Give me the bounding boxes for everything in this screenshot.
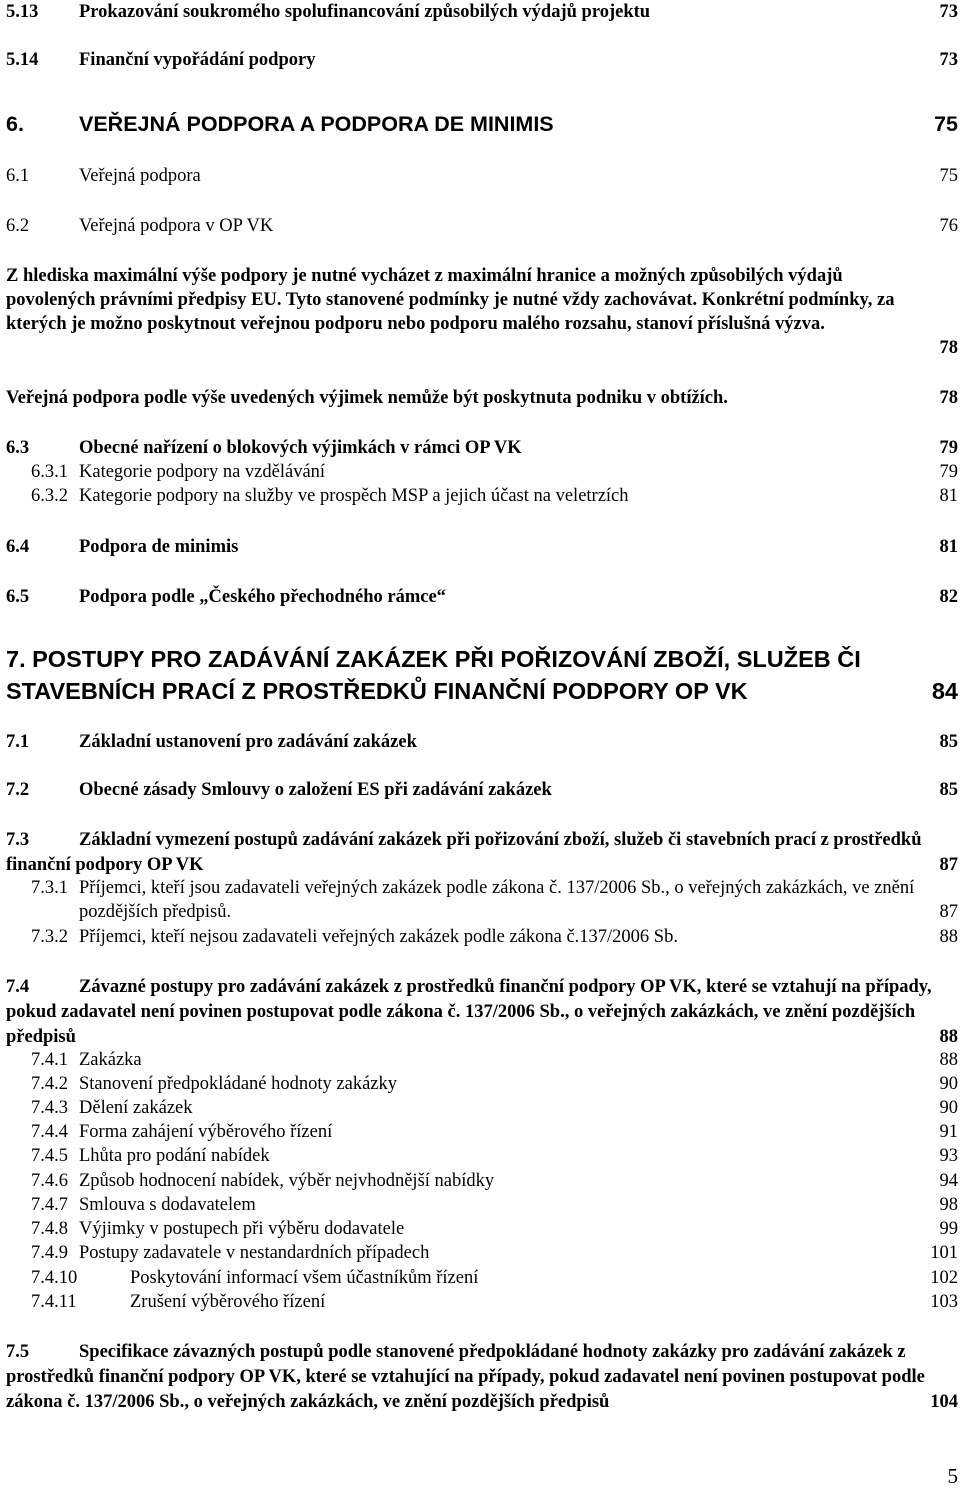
toc-entry-title: VEŘEJNÁ PODPORA A PODPORA DE MINIMIS: [79, 112, 554, 136]
toc-entry-6-4[interactable]: [0, 535, 960, 559]
toc-entry-7-4-7[interactable]: [0, 1193, 960, 1217]
toc-entry-7-3[interactable]: [0, 828, 960, 878]
toc-entry-page: 99: [939, 1219, 958, 1239]
toc-entry-7-4-10[interactable]: [0, 1266, 960, 1290]
toc-entry-title: Podpora de minimis: [79, 537, 239, 557]
toc-entry-6-2[interactable]: [0, 214, 960, 238]
toc-entry-number: 6.1: [6, 166, 30, 186]
toc-entry-title: Specifikace závazných postupů podle stanovené předpokládané hodnoty zakázky pro zadávání zakázek z prostředků finanční podpory OP VK, které se vztahující na případy, pokud zadavatel není povinen postupovat podle zákona č. 137/2006 Sb., o veřejných zakázkách, ve znění pozdějších předpisů: [6, 1342, 925, 1412]
toc-entry-number: 7.4.9: [31, 1243, 68, 1263]
toc-entry-page: 75: [934, 112, 958, 136]
toc-entry-page: 103: [930, 1292, 958, 1312]
toc-entry-number: 7.4.10: [31, 1268, 78, 1288]
toc-entry-number: 7.3.1: [31, 878, 68, 898]
toc-entry-number: 7.3: [6, 830, 30, 850]
toc-entry-number: 7.4.5: [31, 1146, 68, 1166]
toc-entry-number: 7.3.2: [31, 927, 68, 947]
toc-entry-number: 7.4.2: [31, 1074, 68, 1094]
toc-entry-title: Smlouva s dodavatelem: [79, 1195, 256, 1215]
toc-entry-title: Forma zahájení výběrového řízení: [79, 1122, 333, 1142]
toc-entry-page: 98: [939, 1195, 958, 1215]
toc-entry-page: 75: [939, 166, 958, 186]
toc-entry-7-3-2[interactable]: [0, 925, 960, 949]
toc-entry-title: Obecné nařízení o blokových výjimkách v rámci OP VK: [79, 438, 522, 458]
toc-entry-7-4-2[interactable]: [0, 1072, 960, 1096]
toc-entry-page: 84: [931, 678, 958, 704]
toc-entry-number: 7.2: [6, 780, 30, 800]
toc-entry-page: 81: [939, 537, 958, 557]
toc-entry-title: Výjimky v postupech při výběru dodavatele: [79, 1219, 405, 1239]
toc-entry-title: Způsob hodnocení nabídek, výběr nejvhodnější nabídky: [79, 1171, 495, 1191]
toc-entry-title: Podpora podle „Českého přechodného rámce“: [79, 587, 446, 607]
toc-entry-title: Příjemci, kteří nejsou zadavateli veřejných zakázek podle zákona č.137/2006 Sb.: [79, 927, 678, 947]
toc-entry-page: 101: [930, 1243, 958, 1263]
toc-entry-number: 6.3.1: [31, 462, 68, 482]
toc-entry-5-13[interactable]: [0, 0, 960, 24]
toc-entry-7-4-4[interactable]: [0, 1120, 960, 1144]
toc-entry-page: 88: [939, 927, 958, 947]
toc-entry-6[interactable]: [0, 109, 960, 139]
toc-entry-7-4[interactable]: [0, 975, 960, 1050]
toc-entry-7-4-5[interactable]: [0, 1144, 960, 1168]
toc-entry-page: 88: [939, 1027, 958, 1047]
toc-entry-number: 6.4: [6, 537, 30, 557]
toc-entry-page: 104: [930, 1392, 958, 1412]
toc-entry-title: Kategorie podpory na služby ve prospěch MSP a jejich účast na veletrzích: [79, 486, 629, 506]
toc-entry-title: Zakázka: [79, 1050, 142, 1070]
toc-entry-page: 87: [939, 855, 958, 875]
toc-entry-7-4-9[interactable]: [0, 1241, 960, 1265]
toc-entry-number: 7.4.1: [31, 1050, 68, 1070]
toc-entry-title: Základní ustanovení pro zadávání zakázek: [79, 732, 417, 752]
toc-entry-6-3-2[interactable]: [0, 484, 960, 508]
toc-entry-7-4-3[interactable]: [0, 1096, 960, 1120]
toc-entry-title: Zrušení výběrového řízení: [130, 1292, 326, 1312]
toc-entry-title: Veřejná podpora: [79, 166, 201, 186]
toc-entry-7-1[interactable]: [0, 730, 960, 754]
toc-entry-page: 102: [930, 1268, 958, 1288]
toc-entry-6-3[interactable]: [0, 436, 960, 460]
toc-entry-7-3-1[interactable]: [0, 876, 960, 924]
toc-entry-page: 90: [939, 1074, 958, 1094]
toc-entry-page: 79: [939, 462, 958, 482]
toc-entry-6-1[interactable]: [0, 164, 960, 188]
toc-entry-title: Závazné postupy pro zadávání zakázek z prostředků finanční podpory OP VK, které se vztahují na případy, pokud zadavatel není povinen postupovat podle zákona č. 137/2006 Sb., o veřejných zakázkách, ve znění pozdějších předpisů: [6, 977, 932, 1047]
toc-entry-title: Základní vymezení postupů zadávání zakázek při pořizování zboží, služeb či stavebních prací z prostředků finanční podpory OP VK: [6, 830, 922, 875]
toc-entry-7-4-8[interactable]: [0, 1217, 960, 1241]
toc-entry-number: 7.4.7: [31, 1195, 68, 1215]
toc-entry-number: 7.5: [6, 1342, 30, 1362]
toc-entry-title: Postupy zadavatele v nestandardních případech: [79, 1243, 430, 1263]
toc-entry-title: Kategorie podpory na vzdělávání: [79, 462, 326, 482]
toc-entry-number: 5.14: [6, 50, 39, 70]
toc-entry-page: 85: [939, 732, 958, 752]
toc-entry-page: 78: [939, 388, 958, 408]
toc-entry-title: Stanovení předpokládané hodnoty zakázky: [79, 1074, 397, 1094]
toc-entry-number: 7.4.11: [31, 1292, 77, 1312]
toc-entry-page: 81: [939, 486, 958, 506]
toc-entry-number: 6.3.2: [31, 486, 68, 506]
toc-entry-number: 7.4: [6, 977, 30, 997]
toc-entry-number: 7.4.6: [31, 1171, 68, 1191]
toc-entry-7-4-1[interactable]: [0, 1048, 960, 1072]
toc-entry-5-14[interactable]: [0, 48, 960, 72]
toc-entry-7-4-6[interactable]: [0, 1169, 960, 1193]
toc-entry-number: 6.3: [6, 438, 30, 458]
toc-entry-page: 73: [939, 2, 958, 22]
toc-entry-paragraph-1[interactable]: [0, 264, 960, 360]
toc-entry-number: 7.4.4: [31, 1122, 68, 1142]
toc-entry-page: 88: [939, 1050, 958, 1070]
toc-entry-title: Finanční vypořádání podpory: [79, 50, 316, 70]
toc-entry-title: Obecné zásady Smlouvy o založení ES při zadávání zakázek: [79, 780, 552, 800]
toc-entry-title: Lhůta pro podání nabídek: [79, 1146, 270, 1166]
toc-entry-number: 7.1: [6, 732, 30, 752]
toc-entry-title: Z hlediska maximální výše podpory je nutné vycházet z maximální hranice a možných způsobilých výdajů povolených právními předpisy EU. Tyto stanovené podmínky je nutné vždy zachovávat. Konkrétní podmínky, za kterých je možno poskytnout veřejnou podporu nebo podporu malého rozsahu, stanoví příslušná výzva.: [6, 266, 895, 334]
toc-entry-7-2[interactable]: [0, 778, 960, 802]
toc-entry-number: 6.5: [6, 587, 30, 607]
toc-entry-page: 82: [939, 587, 958, 607]
toc-entry-page: 85: [939, 780, 958, 800]
toc-entry-7-5[interactable]: [0, 1340, 960, 1415]
toc-entry-title: Veřejná podpora v OP VK: [79, 216, 274, 236]
toc-entry-page: 90: [939, 1098, 958, 1118]
toc-entry-page: 73: [939, 50, 958, 70]
toc-entry-number: 6.: [6, 112, 24, 136]
toc-entry-7-4-11[interactable]: [0, 1290, 960, 1314]
toc-entry-page: 94: [939, 1171, 958, 1191]
toc-entry-6-5[interactable]: [0, 585, 960, 609]
toc-entry-number: 7.4.8: [31, 1219, 68, 1239]
toc-entry-page: 76: [939, 216, 958, 236]
toc-entry-page: 87: [939, 902, 958, 922]
toc-entry-title: Dělení zakázek: [79, 1098, 193, 1118]
toc-entry-title: 7. POSTUPY PRO ZADÁVÁNÍ ZAKÁZEK PŘI POŘIZOVÁNÍ ZBOŽÍ, SLUŽEB ČI STAVEBNÍCH PRACÍ Z PROSTŘEDKŮ FINANČNÍ PODPORY OP VK: [6, 646, 861, 704]
toc-entry-page: 78: [939, 338, 958, 358]
toc-entry-title: Příjemci, kteří jsou zadavateli veřejných zakázek podle zákona č. 137/2006 Sb., o veřejných zakázkách, ve znění pozdějších předpisů.: [79, 878, 915, 922]
toc-entry-title: Veřejná podpora podle výše uvedených výjimek nemůže být poskytnuta podniku v obtížích.: [6, 388, 728, 408]
toc-entry-page: 93: [939, 1146, 958, 1166]
toc-entry-page: 79: [939, 438, 958, 458]
page-number: 5: [947, 1464, 958, 1488]
toc-entry-page: 91: [939, 1122, 958, 1142]
toc-entry-number: 5.13: [6, 2, 39, 22]
toc-entry-7[interactable]: [0, 643, 960, 707]
toc-entry-paragraph-2[interactable]: [0, 386, 960, 410]
toc-entry-title: Poskytování informací všem účastníkům řízení: [130, 1268, 479, 1288]
toc-entry-number: 6.2: [6, 216, 30, 236]
toc-entry-title: Prokazování soukromého spolufinancování způsobilých výdajů projektu: [79, 2, 651, 22]
toc-entry-6-3-1[interactable]: [0, 460, 960, 484]
toc-entry-number: 7.4.3: [31, 1098, 68, 1118]
